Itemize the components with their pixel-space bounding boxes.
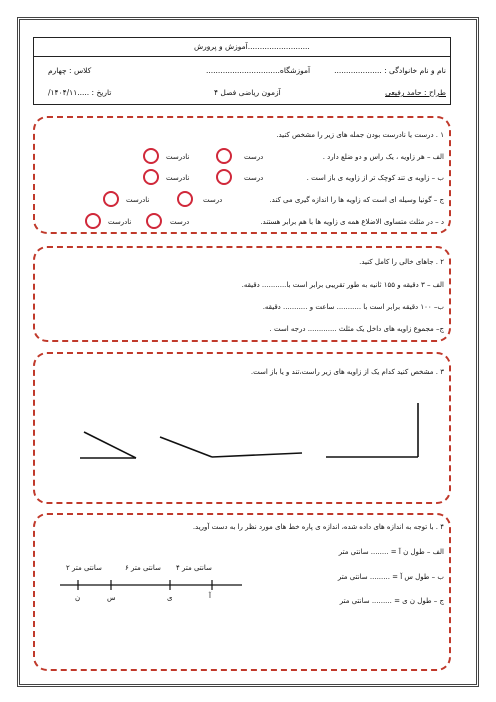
header-exam: آزمون ریاضی فصل ۴ <box>214 88 281 97</box>
header-school: آموزشگاه............................... <box>206 66 311 75</box>
q2-item-b: ب– ۱۰۰ دقیقه برابر است با ........... ساعت و ........... دقیقه. <box>262 303 444 311</box>
q4-point-y: ی <box>167 594 173 602</box>
q4-item-a: الف – طول ن آ = ........ سانتی متر <box>338 548 444 556</box>
q1b-false-label: نادرست <box>166 174 190 182</box>
q1d-false-label: نادرست <box>108 218 132 226</box>
q1d-true-label: درست <box>170 218 190 226</box>
q4-point-a: آ <box>209 592 211 600</box>
q1-statement-b: ب – زاویه ی تند کوچک تر از زاویه ی باز است . <box>306 174 444 182</box>
q1-title: ۱ . درست یا نادرست بودن جمله های زیر را مشخص کنید. <box>276 131 444 139</box>
q4-point-s: س <box>107 594 116 602</box>
q4-point-n: ن <box>75 594 81 602</box>
q1-statement-c: ج – گونیا وسیله ای است که زاویه ها را اندازه گیری می کند. <box>269 196 444 204</box>
q1a-false-label: نادرست <box>166 153 190 161</box>
q1-statement-d: د – در مثلث متساوی الاضلاع همه ی زاویه ها با هم برابر هستند. <box>260 218 444 226</box>
q1c-false-label: نادرست <box>126 196 150 204</box>
q2-item-c: ج– مجموع زاویه های داخل یک مثلث ............. درجه است . <box>269 325 444 333</box>
q1-statement-a: الف – هر زاویه ، یک راس و دو ضلع دارد . <box>322 153 444 161</box>
header-grade: کلاس : چهارم <box>48 66 92 75</box>
q1b-true-label: درست <box>244 174 264 182</box>
q4-item-b: ب – طول س آ = ......... سانتی متر <box>337 573 444 581</box>
q2-title: ۲ . جاهای خالی را کامل کنید. <box>359 258 444 266</box>
q4-seg-label-2: ۶ سانتی متر <box>125 564 161 572</box>
q4-title: ۴ . با توجه به اندازه های داده شده، اندازه ی پاره خط های مورد نظر را به دست آورید. <box>192 523 444 531</box>
q1c-true-label: درست <box>203 196 223 204</box>
header-name: نام و نام خانوادگی : .................... <box>334 66 446 75</box>
q4-item-c: ج – طول ن ی = ......... سانتی متر <box>339 597 444 605</box>
q2-item-a: الف – ۳ دقیقه و ۱۵۵ ثانیه به طور تقریبی برابر است با........... دقیقه. <box>241 281 444 289</box>
header-dept: آموزش و پرورش.......................... <box>194 42 310 51</box>
q4-seg-label-1: ۲ سانتی متر <box>66 564 102 572</box>
q4-seg-label-3: ۴ سانتی متر <box>176 564 212 572</box>
header-date: تاریخ : .....۱۴۰۴/۱۱/ <box>48 88 112 97</box>
header-designer: طراح : حامد رفیعی <box>385 88 446 97</box>
q3-title: ۳ . مشخص کنید کدام یک از زاویه های زیر راست،تند و یا باز است. <box>250 368 444 376</box>
q1a-true-label: درست <box>244 153 264 161</box>
